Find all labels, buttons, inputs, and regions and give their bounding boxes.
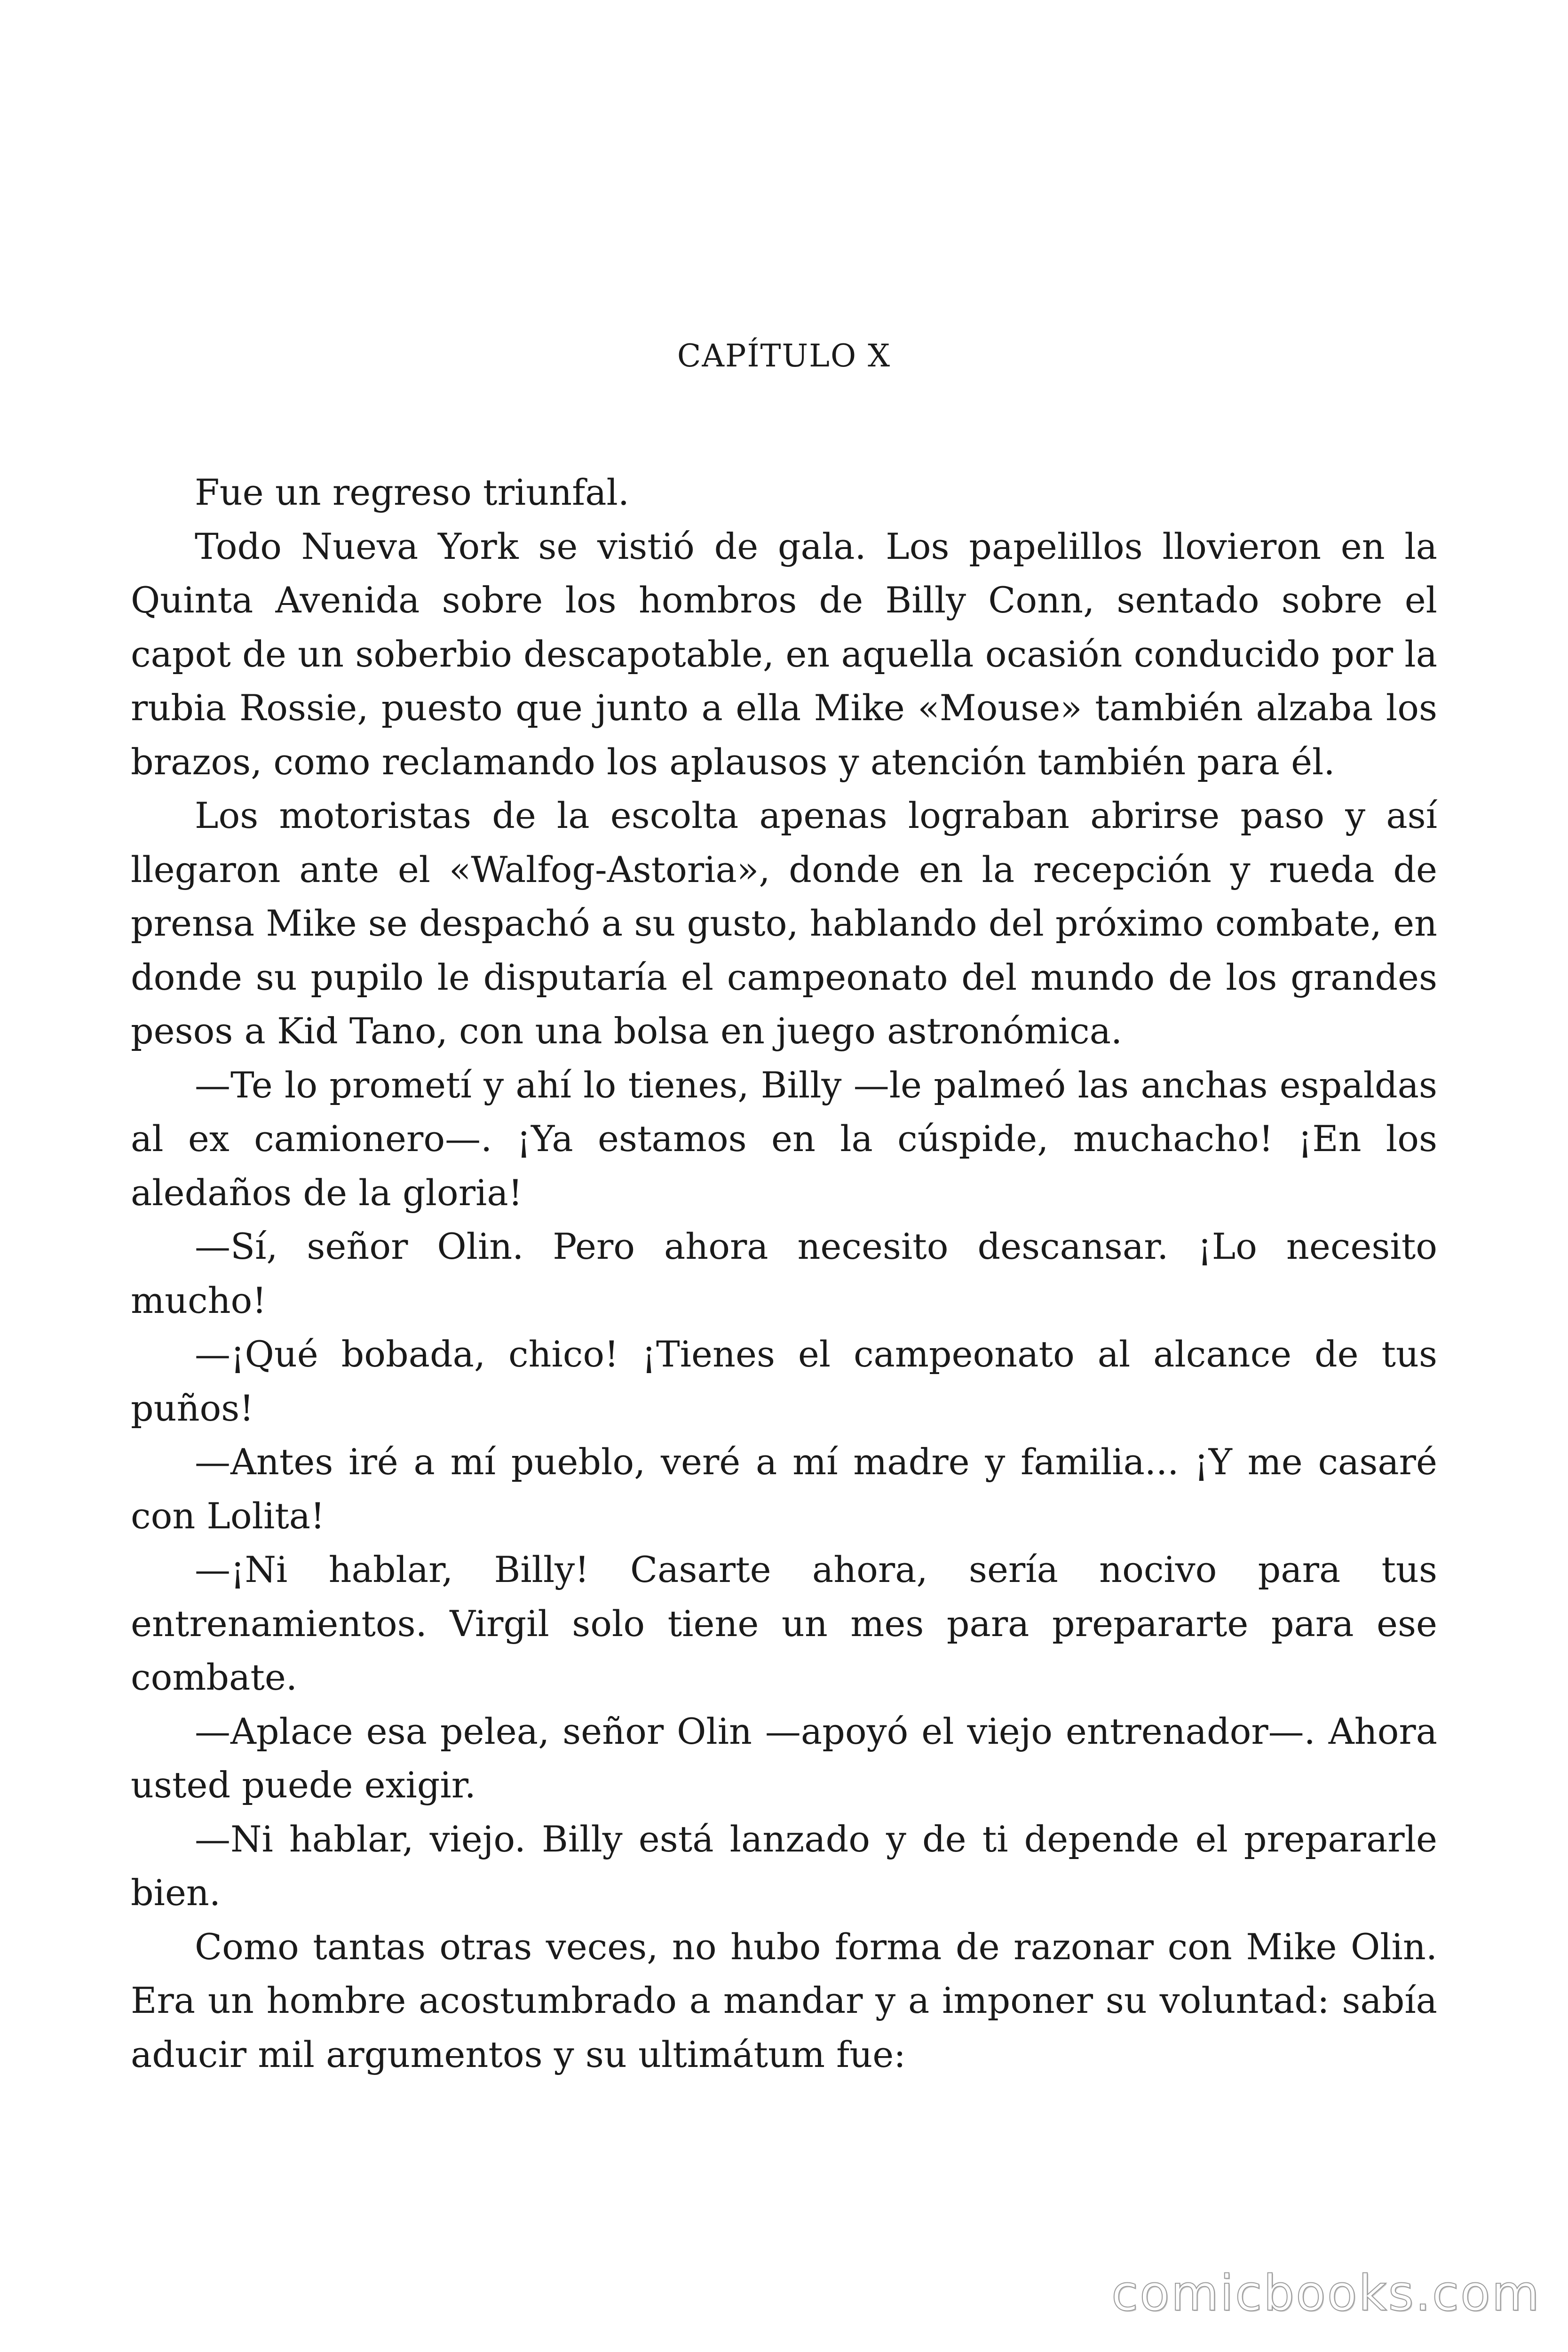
watermark: comicbooks.com bbox=[1111, 2265, 1541, 2322]
chapter-title: CAPÍTULO X bbox=[677, 338, 891, 374]
paragraph: —¡Qué bobada, chico! ¡Tienes el campeonato al alcance de tus puños! bbox=[131, 1333, 1437, 1429]
paragraph: Todo Nueva York se vistió de gala. Los papelillos llovieron en la Quinta Avenida sobre los hombros de Billy Conn, sentado sobre el capot de un soberbio descapotable, en aquella ocasión conducido por la rubia Rossie, puesto que junto a ella Mike «Mouse» también alzaba los brazos, como reclamando los aplausos y atención también para él. bbox=[131, 525, 1437, 783]
paragraph: —Sí, señor Olin. Pero ahora necesito descansar. ¡Lo necesito mucho! bbox=[131, 1225, 1437, 1321]
paragraph: —Ni hablar, viejo. Billy está lanzado y de ti depende el prepararle bien. bbox=[131, 1818, 1437, 1914]
paragraph: Como tantas otras veces, no hubo forma de razonar con Mike Olin. Era un hombre acostumbrado a mandar y a imponer su voluntad: sabía aducir mil argumentos y su ultimátum fue: bbox=[131, 1925, 1437, 2075]
paragraph: Fue un regreso triunfal. bbox=[195, 471, 630, 513]
paragraph: —Aplace esa pelea, señor Olin —apoyó el viejo entrenador—. Ahora usted puede exigir. bbox=[131, 1710, 1437, 1806]
paragraph: —Antes iré a mí pueblo, veré a mí madre y familia... ¡Y me casaré con Lolita! bbox=[131, 1441, 1437, 1537]
paragraph: Los motoristas de la escolta apenas lograban abrirse paso y así llegaron ante el «Walfog-Astoria», donde en la recepción y rueda de prensa Mike se despachó a su gusto, hablando del próximo combate, en donde su pupilo le disputaría el campeonato del mundo de los grandes pesos a Kid Tano, con una bolsa en juego astronómica. bbox=[131, 795, 1437, 1052]
body-text bbox=[131, 466, 1437, 2082]
paragraph: —Te lo prometí y ahí lo tienes, Billy —le palmeó las anchas espaldas al ex camionero—. ¡Ya estamos en la cúspide, muchacho! ¡En los aledaños de la gloria! bbox=[131, 1064, 1437, 1214]
paragraph: —¡Ni hablar, Billy! Casarte ahora, sería nocivo para tus entrenamientos. Virgil solo tiene un mes para prepararte para ese combate. bbox=[131, 1549, 1437, 1698]
